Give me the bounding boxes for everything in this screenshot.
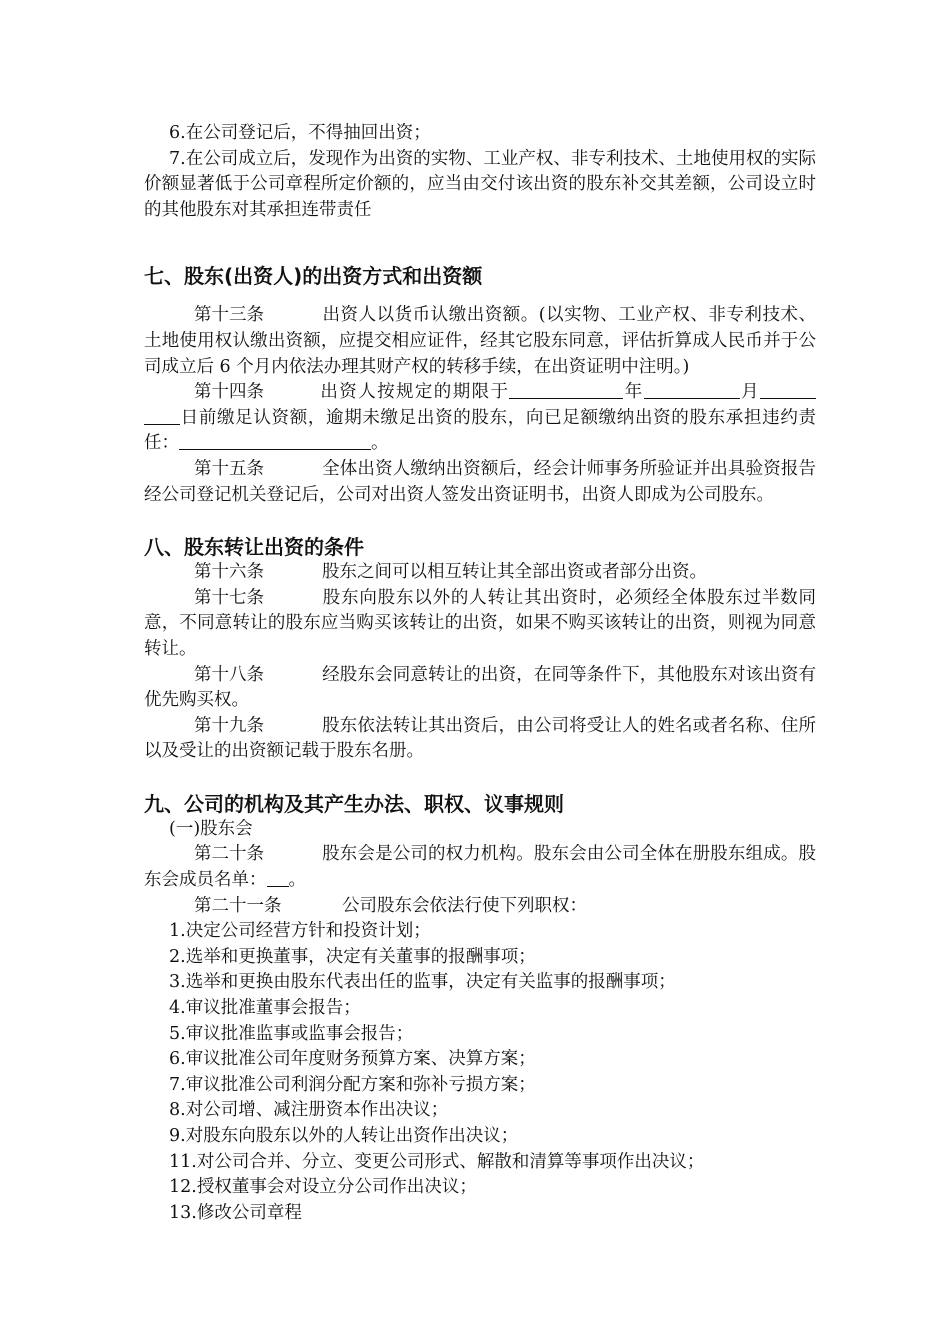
article-text: 全体出资人缴纳出资额后，经会计师事务所验证并出具验资报告经公司登记机关登记后，公司对出资人签发出资证明书，出资人即成为公司股东。 xyxy=(144,458,816,505)
article-21 xyxy=(144,894,816,920)
responsibility-blank xyxy=(179,431,371,450)
power-item: 3.选举和更换由股东代表出任的监事，决定有关监事的报酬事项； xyxy=(169,972,676,993)
list-item: 7.在公司成立后，发现作为出资的实物、工业产权、非专利技术、土地使用权的实际价额显著低于公司章程所定价额的，应当由交付该出资的股东补交其差额，公司设立时的其他股东对其承担连带责任 xyxy=(144,148,816,220)
subsection-title: (一)股东会 xyxy=(169,818,253,839)
article-text: 股东向股东以外的人转让其出资时，必须经全体股东过半数同意，不同意转让的股东应当购买该转让的出资，如果不购买该转让的出资，则视为同意转让。 xyxy=(144,587,816,659)
article-number: 第十六条 xyxy=(194,562,264,583)
power-item: 9.对股东向股东以外的人转让出资作出决议； xyxy=(169,1126,519,1146)
article-14 xyxy=(144,380,816,457)
article-text: 出资人按规定的期限于 xyxy=(319,382,510,403)
day-blank-cont xyxy=(144,406,180,425)
article-20 xyxy=(144,842,816,893)
year-blank xyxy=(509,380,623,399)
power-item: 7.审议批准公司利润分配方案和弥补亏损方案； xyxy=(169,1074,536,1095)
year-label: 年 xyxy=(623,382,644,403)
article-text-cont: 日前缴足认资额，逾期未缴足出资的股东，向已足额缴纳出资的股东承担违约责任： xyxy=(144,407,816,454)
article-number: 第十九条 xyxy=(194,715,264,736)
article-19 xyxy=(144,714,816,765)
article-text: 经股东会同意转让的出资，在同等条件下，其他股东对该出资有优先购买权。 xyxy=(144,664,816,711)
article-number: 第十五条 xyxy=(194,458,264,479)
day-blank xyxy=(760,380,816,399)
section-heading-9: 九、公司的机构及其产生办法、职权、议事规则 xyxy=(144,791,564,816)
power-item: 12.授权董事会对设立分公司作出决议； xyxy=(169,1177,477,1198)
power-item: 6.审议批准公司年度财务预算方案、决算方案； xyxy=(169,1049,536,1070)
list-item: 6.在公司登记后，不得抽回出资； xyxy=(169,123,431,143)
power-item: 4.审议批准董事会报告； xyxy=(169,998,361,1019)
power-item: 2.选举和更换董事，决定有关董事的报酬事项； xyxy=(169,946,536,967)
member-list-blank xyxy=(267,868,289,887)
article-number: 第十四条 xyxy=(194,382,264,403)
article-number: 第十七条 xyxy=(194,587,264,608)
article-number: 第二十条 xyxy=(194,844,264,865)
article-18 xyxy=(144,663,816,714)
period: 。 xyxy=(371,433,389,454)
document-page xyxy=(144,121,816,1226)
article-number: 第十三条 xyxy=(194,305,264,326)
power-item: 5.审议批准监事或监事会报告； xyxy=(169,1023,414,1044)
article-text: 股东依法转让其出资后，由公司将受让人的姓名或者名称、住所以及受让的出资额记载于股东名册。 xyxy=(144,715,816,762)
article-17 xyxy=(144,586,816,663)
period: 。 xyxy=(288,870,306,891)
article-13 xyxy=(144,303,816,380)
power-item: 13.修改公司章程 xyxy=(169,1202,302,1223)
article-text: 公司股东会依法行使下列职权： xyxy=(342,895,587,916)
article-text: 股东之间可以相互转让其全部出资或者部分出资。 xyxy=(322,562,707,583)
month-blank xyxy=(644,380,740,399)
article-text: 股东会是公司的权力机构。股东会由公司全体在册股东组成。股东会成员名单： xyxy=(144,844,816,891)
month-label: 月 xyxy=(739,382,761,403)
article-16 xyxy=(144,560,816,586)
power-item: 8.对公司增、减注册资本作出决议； xyxy=(169,1100,449,1121)
power-item: 1.决定公司经营方针和投资计划； xyxy=(169,921,431,942)
power-item: 11.对公司合并、分立、变更公司形式、解散和清算等事项作出决议； xyxy=(169,1151,705,1172)
article-number: 第十八条 xyxy=(194,664,264,685)
section-heading-7: 七、股东(出资人)的出资方式和出资额 xyxy=(144,264,483,289)
article-15 xyxy=(144,457,816,508)
article-number: 第二十一条 xyxy=(194,895,282,916)
article-text: 出资人以货币认缴出资额。(以实物、工业产权、非专利技术、土地使用权认缴出资额，应提交相应证件，经其它股东同意，评估折算成人民币并于公司成立后 6 个月内依法办理其财产权的转移手续，在出资证明中注明。) xyxy=(144,305,816,377)
section-heading-8: 八、股东转让出资的条件 xyxy=(144,535,364,560)
